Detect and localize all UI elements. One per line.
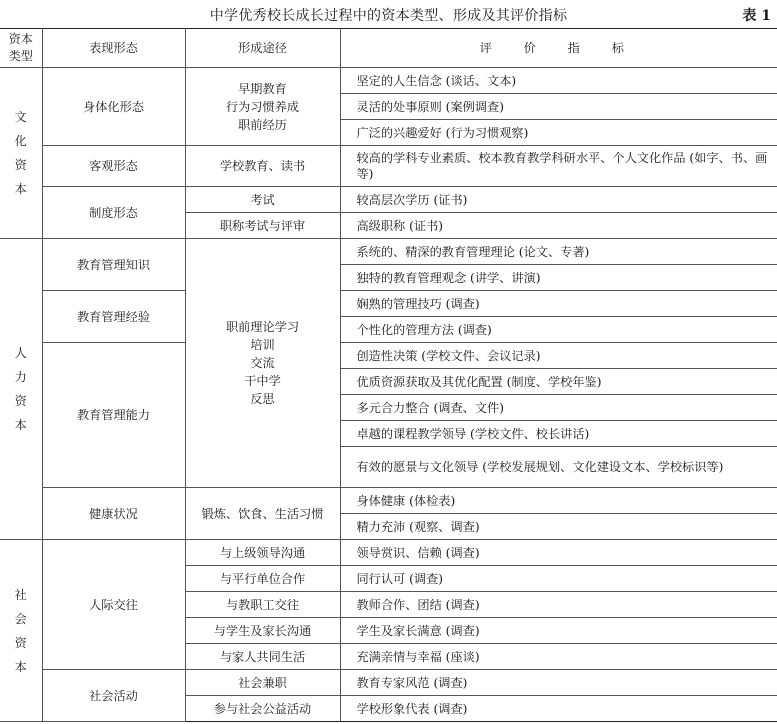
indicator-cell: 独特的教育管理观念 (讲学、讲演) xyxy=(340,265,777,291)
indicator-cell: 同行认可 (调查) xyxy=(340,566,777,592)
header-path: 形成途径 xyxy=(185,29,340,68)
indicator-cell: 教师合作、团结 (调查) xyxy=(340,592,777,618)
table-caption xyxy=(0,0,777,28)
form-ability: 教育管理能力 xyxy=(42,343,185,488)
indicator-cell: 有效的愿景与文化领导 (学校发展规划、文化建设文本、学校标识等) xyxy=(340,447,777,488)
indicator-cell: 创造性决策 (学校文件、会议记录) xyxy=(340,343,777,369)
capital-indicator-table xyxy=(0,28,777,722)
path-cell: 与学生及家长沟通 xyxy=(185,618,340,644)
type-culture: 文化资本 xyxy=(0,68,42,239)
form-interpersonal: 人际交往 xyxy=(42,540,185,670)
path-exam: 考试 xyxy=(185,187,340,213)
table-number: 表 1 xyxy=(742,8,771,24)
indicator-cell: 精力充沛 (观察、调查) xyxy=(340,514,777,540)
indicator-cell: 高级职称 (证书) xyxy=(340,213,777,239)
table-row xyxy=(0,343,777,369)
path-cell: 与教职工交往 xyxy=(185,592,340,618)
form-health: 健康状况 xyxy=(42,488,185,540)
indicator-cell: 身体健康 (体检表) xyxy=(340,488,777,514)
form-activity: 社会活动 xyxy=(42,670,185,722)
path-embodied: 早期教育 行为习惯养成 职前经历 xyxy=(185,68,340,146)
table-row xyxy=(0,670,777,696)
form-embodied: 身体化形态 xyxy=(42,68,185,146)
table-row xyxy=(0,239,777,265)
indicator-cell: 教育专家风范 (调查) xyxy=(340,670,777,696)
path-health: 锻炼、饮食、生活习惯 xyxy=(185,488,340,540)
table-row xyxy=(0,540,777,566)
path-cell: 与上级领导沟通 xyxy=(185,540,340,566)
indicator-cell: 优质资源获取及其优化配置 (制度、学校年鉴) xyxy=(340,369,777,395)
form-knowledge: 教育管理知识 xyxy=(42,239,185,291)
header-row xyxy=(0,29,777,68)
path-objective: 学校教育、读书 xyxy=(185,146,340,187)
table-row xyxy=(0,488,777,514)
indicator-cell: 领导赏识、信赖 (调查) xyxy=(340,540,777,566)
path-cell: 社会兼职 xyxy=(185,670,340,696)
table-title: 中学优秀校长成长过程中的资本类型、形成及其评价指标 xyxy=(209,8,568,24)
header-type: 资本类型 xyxy=(0,29,42,68)
table-row xyxy=(0,291,777,317)
path-title-review: 职称考试与评审 xyxy=(185,213,340,239)
indicator-cell: 学校形象代表 (调查) xyxy=(340,696,777,722)
indicator-cell: 较高的学科专业素质、校本教育教学科研水平、个人文化作品 (如字、书、画等) xyxy=(340,146,777,187)
indicator-cell: 较高层次学历 (证书) xyxy=(340,187,777,213)
form-experience: 教育管理经验 xyxy=(42,291,185,343)
type-social: 社会资本 xyxy=(0,540,42,722)
table-row xyxy=(0,187,777,213)
form-institutional: 制度形态 xyxy=(42,187,185,239)
indicator-cell: 卓越的课程教学领导 (学校文件、校长讲话) xyxy=(340,421,777,447)
header-indicator: 评 价 指 标 xyxy=(340,29,777,68)
path-cell: 与平行单位合作 xyxy=(185,566,340,592)
type-human: 人力资本 xyxy=(0,239,42,540)
indicator-cell: 学生及家长满意 (调查) xyxy=(340,618,777,644)
indicator-cell: 系统的、精深的教育管理理论 (论文、专著) xyxy=(340,239,777,265)
indicator-cell: 充满亲情与幸福 (座谈) xyxy=(340,644,777,670)
indicator-cell: 坚定的人生信念 (谈话、文本) xyxy=(340,68,777,94)
form-objective: 客观形态 xyxy=(42,146,185,187)
header-form: 表现形态 xyxy=(42,29,185,68)
indicator-cell: 灵活的处事原则 (案例调查) xyxy=(340,94,777,120)
indicator-cell: 广泛的兴趣爱好 (行为习惯观察) xyxy=(340,120,777,146)
path-shared: 职前理论学习 培训 交流 干中学 反思 xyxy=(185,239,340,488)
indicator-cell: 个性化的管理方法 (调查) xyxy=(340,317,777,343)
path-cell: 参与社会公益活动 xyxy=(185,696,340,722)
indicator-cell: 多元合力整合 (调查、文件) xyxy=(340,395,777,421)
table-row xyxy=(0,146,777,187)
table-row xyxy=(0,68,777,94)
path-cell: 与家人共同生活 xyxy=(185,644,340,670)
indicator-cell: 娴熟的管理技巧 (调查) xyxy=(340,291,777,317)
